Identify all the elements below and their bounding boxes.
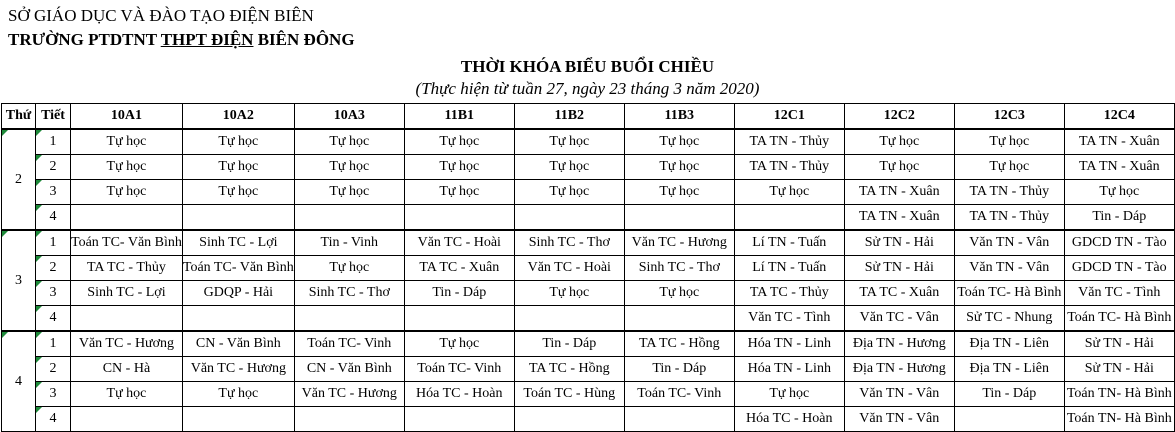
table-row — [2, 129, 1175, 155]
schedule-cell: Tự học — [182, 129, 294, 155]
schedule-cell: Tự học — [294, 180, 404, 205]
schedule-cell: TA TN - Thủy — [734, 129, 844, 155]
schedule-cell: Lí TN - Tuấn — [734, 230, 844, 256]
schedule-cell: Tự học — [182, 382, 294, 407]
schedule-cell: Tự học — [294, 129, 404, 155]
schedule-cell — [734, 205, 844, 231]
period-label: 1 — [49, 235, 57, 250]
header-class-12c1: 12C1 — [734, 104, 844, 130]
schedule-cell — [71, 306, 183, 332]
header-class-11b2: 11B2 — [514, 104, 624, 130]
schedule-cell — [514, 407, 624, 432]
schedule-cell: Tự học — [514, 281, 624, 306]
schedule-cell: Toán TN- Hà Bình — [1064, 407, 1174, 432]
schedule-cell: Sinh TC - Lợi — [71, 281, 183, 306]
cell-note-marker — [36, 407, 42, 413]
schedule-cell: Địa TN - Hương — [844, 331, 954, 357]
cell-note-marker — [36, 130, 42, 136]
schedule-cell: Tự học — [71, 180, 183, 205]
schedule-cell: Hóa TC - Hoàn — [404, 382, 514, 407]
schedule-cell: Tự học — [514, 155, 624, 180]
schedule-cell: Tự học — [624, 180, 734, 205]
header-class-11b1: 11B1 — [404, 104, 514, 130]
period-label: 2 — [49, 260, 57, 275]
schedule-cell — [514, 306, 624, 332]
schedule-cell — [71, 407, 183, 432]
period-cell — [36, 407, 71, 432]
schedule-cell — [954, 407, 1064, 432]
schedule-cell: Tin - Vinh — [294, 230, 404, 256]
period-cell — [36, 281, 71, 306]
schedule-cell — [404, 407, 514, 432]
schedule-cell — [624, 205, 734, 231]
header-class-10a1: 10A1 — [71, 104, 183, 130]
period-cell — [36, 180, 71, 205]
schedule-cell: Tự học — [71, 129, 183, 155]
schedule-cell: Địa TN - Liên — [954, 357, 1064, 382]
school-prefix: TRƯỜNG PTDTNT — [8, 30, 161, 49]
schedule-cell: Địa TN - Liên — [954, 331, 1064, 357]
schedule-cell — [71, 205, 183, 231]
header-class-12c4: 12C4 — [1064, 104, 1174, 130]
schedule-cell: Văn TC - Hoài — [404, 230, 514, 256]
schedule-cell: CN - Hà — [71, 357, 183, 382]
schedule-cell: Văn TN - Vân — [954, 230, 1064, 256]
schedule-cell: Văn TN - Vân — [954, 256, 1064, 281]
table-row — [2, 357, 1175, 382]
cell-note-marker — [36, 382, 42, 388]
schedule-cell: Văn TC - Tình — [1064, 281, 1174, 306]
schedule-cell: Tự học — [404, 129, 514, 155]
schedule-cell: TA TN - Xuân — [1064, 129, 1174, 155]
cell-note-marker — [36, 180, 42, 186]
schedule-cell: Tự học — [294, 256, 404, 281]
header-row — [2, 104, 1175, 130]
schedule-cell: Tự học — [734, 180, 844, 205]
schedule-cell — [294, 407, 404, 432]
schedule-cell: Tin - Dáp — [954, 382, 1064, 407]
table-row — [2, 256, 1175, 281]
schedule-cell: Văn TC - Hương — [71, 331, 183, 357]
schedule-cell: Tự học — [624, 281, 734, 306]
schedule-cell: Tin - Dáp — [404, 281, 514, 306]
schedule-cell — [182, 407, 294, 432]
schedule-cell: GDCD TN - Tào — [1064, 256, 1174, 281]
schedule-cell: Sử TN - Hải — [1064, 357, 1174, 382]
cell-note-marker — [36, 281, 42, 287]
period-cell — [36, 205, 71, 231]
schedule-cell — [404, 205, 514, 231]
schedule-cell: Sinh TC - Thơ — [624, 256, 734, 281]
schedule-cell: Tự học — [294, 155, 404, 180]
table-row — [2, 180, 1175, 205]
header-thu: Thứ — [2, 104, 36, 130]
schedule-cell: GDCD TN - Tào — [1064, 230, 1174, 256]
schedule-cell — [182, 205, 294, 231]
page-subtitle: (Thực hiện từ tuần 27, ngày 23 tháng 3 năm 2020) — [415, 79, 760, 98]
schedule-cell: Tự học — [1064, 180, 1174, 205]
period-label: 3 — [49, 184, 57, 199]
day-cell — [2, 331, 36, 432]
period-label: 3 — [49, 386, 57, 401]
schedule-cell: Tự học — [954, 155, 1064, 180]
header-class-12c3: 12C3 — [954, 104, 1064, 130]
table-row — [2, 382, 1175, 407]
table-row — [2, 230, 1175, 256]
cell-note-marker — [2, 231, 8, 237]
schedule-cell: TA TN - Xuân — [844, 205, 954, 231]
day-label: 3 — [15, 272, 22, 288]
period-cell — [36, 256, 71, 281]
schedule-cell: Tin - Dáp — [1064, 205, 1174, 231]
schedule-cell: Sử TN - Hải — [844, 230, 954, 256]
schedule-cell: TA TN - Thủy — [734, 155, 844, 180]
schedule-cell: Văn TN - Vân — [844, 407, 954, 432]
schedule-cell: Tự học — [624, 129, 734, 155]
cell-note-marker — [2, 130, 8, 136]
schedule-cell: GDQP - Hải — [182, 281, 294, 306]
schedule-cell: TA TC - Xuân — [404, 256, 514, 281]
cell-note-marker — [2, 332, 8, 338]
schedule-cell: Sử TN - Hải — [1064, 331, 1174, 357]
schedule-cell: Văn TC - Tình — [734, 306, 844, 332]
day-label: 2 — [15, 171, 22, 187]
schedule-cell: Tự học — [624, 155, 734, 180]
period-cell — [36, 129, 71, 155]
header-class-10a2: 10A2 — [182, 104, 294, 130]
schedule-cell: Sử TC - Nhung — [954, 306, 1064, 332]
period-cell — [36, 230, 71, 256]
schedule-cell: Toán TC- Hà Bình — [954, 281, 1064, 306]
schedule-cell: Tự học — [844, 129, 954, 155]
schedule-cell: Toán TC- Vinh — [404, 357, 514, 382]
schedule-cell: TA TN - Thủy — [954, 205, 1064, 231]
cell-note-marker — [36, 256, 42, 262]
cell-note-marker — [36, 332, 42, 338]
schedule-cell: Văn TC - Hoài — [514, 256, 624, 281]
table-row — [2, 281, 1175, 306]
schedule-cell: Sinh TC - Thơ — [294, 281, 404, 306]
schedule-cell — [404, 306, 514, 332]
day-cell — [2, 230, 36, 331]
schedule-cell: TA TN - Thủy — [954, 180, 1064, 205]
schedule-cell: Tự học — [954, 129, 1064, 155]
schedule-cell — [624, 306, 734, 332]
timetable — [1, 103, 1175, 432]
schedule-cell: CN - Văn Bình — [294, 357, 404, 382]
schedule-cell: Tự học — [734, 382, 844, 407]
schedule-cell: Tự học — [71, 155, 183, 180]
table-row — [2, 306, 1175, 332]
schedule-cell: Sử TN - Hải — [844, 256, 954, 281]
schedule-cell: Toán TC- Vinh — [624, 382, 734, 407]
schedule-cell: Tự học — [514, 180, 624, 205]
header-class-11b3: 11B3 — [624, 104, 734, 130]
schedule-cell: Toán TC- Văn Bình — [182, 256, 294, 281]
schedule-cell: Sinh TC - Thơ — [514, 230, 624, 256]
schedule-cell: Tự học — [182, 155, 294, 180]
schedule-cell: CN - Văn Bình — [182, 331, 294, 357]
cell-note-marker — [36, 357, 42, 363]
schedule-cell: TA TN - Xuân — [1064, 155, 1174, 180]
table-row — [2, 205, 1175, 231]
schedule-cell: Tự học — [514, 129, 624, 155]
period-label: 4 — [49, 209, 57, 224]
table-row — [2, 331, 1175, 357]
table-row — [2, 155, 1175, 180]
schedule-cell: Tự học — [404, 155, 514, 180]
period-cell — [36, 357, 71, 382]
schedule-cell: Văn TC - Hương — [294, 382, 404, 407]
schedule-cell: Lí TN - Tuấn — [734, 256, 844, 281]
schedule-cell: Văn TC - Hương — [624, 230, 734, 256]
cell-note-marker — [36, 155, 42, 161]
period-label: 1 — [49, 134, 57, 149]
period-cell — [36, 331, 71, 357]
schedule-cell — [182, 306, 294, 332]
cell-note-marker — [36, 205, 42, 211]
period-label: 3 — [49, 285, 57, 300]
period-cell — [36, 306, 71, 332]
schedule-cell: Địa TN - Hương — [844, 357, 954, 382]
schedule-cell: TA TC - Hồng — [624, 331, 734, 357]
schedule-cell: Hóa TC - Hoàn — [734, 407, 844, 432]
schedule-cell: Văn TC - Vân — [844, 306, 954, 332]
period-label: 4 — [49, 310, 57, 325]
schedule-cell — [294, 306, 404, 332]
schedule-cell — [294, 205, 404, 231]
schedule-cell: Toán TC- Văn Bình — [71, 230, 183, 256]
schedule-cell: Tin - Dáp — [514, 331, 624, 357]
school-underlined: THPT ĐIỆN — [160, 30, 254, 49]
period-label: 1 — [49, 336, 57, 351]
schedule-cell: TA TN - Xuân — [844, 180, 954, 205]
schedule-cell: Hóa TN - Linh — [734, 357, 844, 382]
schedule-cell: Toán TC - Hùng — [514, 382, 624, 407]
schedule-cell: Văn TN - Vân — [844, 382, 954, 407]
schedule-cell: TA TC - Thủy — [734, 281, 844, 306]
header-tiet: Tiết — [36, 104, 71, 130]
schedule-cell: TA TC - Hồng — [514, 357, 624, 382]
period-label: 4 — [49, 411, 57, 426]
cell-note-marker — [36, 306, 42, 312]
header-class-12c2: 12C2 — [844, 104, 954, 130]
schedule-cell: Tin - Dáp — [624, 357, 734, 382]
day-cell — [2, 129, 36, 230]
schedule-cell: Văn TC - Hương — [182, 357, 294, 382]
schedule-cell: Tự học — [182, 180, 294, 205]
period-label: 2 — [49, 159, 57, 174]
cell-note-marker — [36, 231, 42, 237]
schedule-cell: TA TC - Xuân — [844, 281, 954, 306]
period-label: 2 — [49, 361, 57, 376]
schedule-cell: Tự học — [844, 155, 954, 180]
school-suffix: BIÊN ĐÔNG — [253, 30, 355, 49]
school-name — [8, 30, 355, 50]
schedule-cell: Tự học — [71, 382, 183, 407]
schedule-cell: Hóa TN - Linh — [734, 331, 844, 357]
schedule-cell: Tự học — [404, 180, 514, 205]
period-cell — [36, 382, 71, 407]
schedule-cell: TA TC - Thủy — [71, 256, 183, 281]
schedule-cell: Sinh TC - Lợi — [182, 230, 294, 256]
period-cell — [36, 155, 71, 180]
schedule-cell: Tự học — [404, 331, 514, 357]
schedule-cell — [514, 205, 624, 231]
schedule-cell: Toán TN- Hà Bình — [1064, 382, 1174, 407]
schedule-cell: Toán TC- Hà Bình — [1064, 306, 1174, 332]
page-title: THỜI KHÓA BIỂU BUỔI CHIỀU — [460, 57, 715, 76]
header-class-10a3: 10A3 — [294, 104, 404, 130]
day-label: 4 — [15, 373, 22, 389]
schedule-cell: Toán TC- Vinh — [294, 331, 404, 357]
table-row — [2, 407, 1175, 432]
department-name: SỞ GIÁO DỤC VÀ ĐÀO TẠO ĐIỆN BIÊN — [8, 6, 314, 25]
schedule-cell — [624, 407, 734, 432]
